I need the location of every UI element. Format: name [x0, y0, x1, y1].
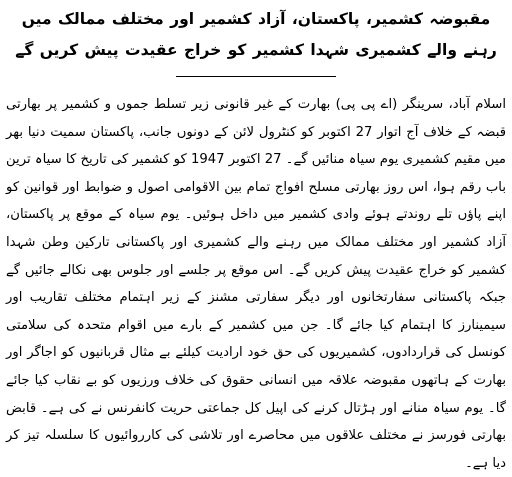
headline-divider [176, 76, 336, 77]
article-headline: مقبوضہ کشمیر، پاکستان، آزاد کشمیر اور مختلف ممالک میں رہنے والے کشمیری شہدا کشمیر کو خراج عقیدت پیش کریں گے [15, 10, 497, 59]
article-body: اسلام آباد، سرینگر (اے پی پی) بھارت کے غیر قانونی زیر تسلط جموں و کشمیر پر بھارتی قبضہ کے خلاف آج اتوار 27 اکتوبر کو کنٹرول لائن کے دونوں جانب، پاکستان سمیت دنیا بھر میں مقیم کشمیری یوم سیاہ منائیں گے۔ 27 اکتوبر 1947 کو کشمیر کی تاریخ کا سیاہ ترین باب رقم ہوا، اس روز بھارتی مسلح افواج تمام بین الاقوامی اصول و ضوابط اور قوانین کو اپنے پاؤں تلے روندتے ہوئے وادی کشمیر میں داخل ہوئیں۔ یوم سیاہ کے موقع پر پاکستان، آزاد کشمیر اور مختلف ممالک میں رہنے والے کشمیری اور پاکستانی تارکین وطن شہدا کشمیر کو خراج عقیدت پیش کریں گے۔ اس موقع پر جلسے اور جلوس بھی نکالے جائیں گے جبکہ پاکستانی سفارتخانوں اور دیگر سفارتی مشنز کے زیر اہتمام مختلف تقاریب اور سیمینارز کا اہتمام کیا جائے گا۔ جن میں کشمیر کے بارے میں اقوام متحدہ کی سلامتی کونسل کی قراردادوں، کشمیریوں کی حق خود ارادیت کیلئے بے مثال قربانیوں کو اجاگر اور بھارت کے ہاتھوں مقبوضہ علاقہ میں انسانی حقوق کی خلاف ورزیوں کو بے نقاب کیا جائے گا۔ یوم سیاہ منانے اور ہڑتال کرنے کی اپیل کل جماعتی حریت کانفرنس نے کی ہے۔ قابض بھارتی فورسز نے مختلف علاقوں میں محاصرے اور تلاشی کی کارروائیوں کا سلسلہ تیز کر دیا ہے۔ [6, 97, 506, 471]
